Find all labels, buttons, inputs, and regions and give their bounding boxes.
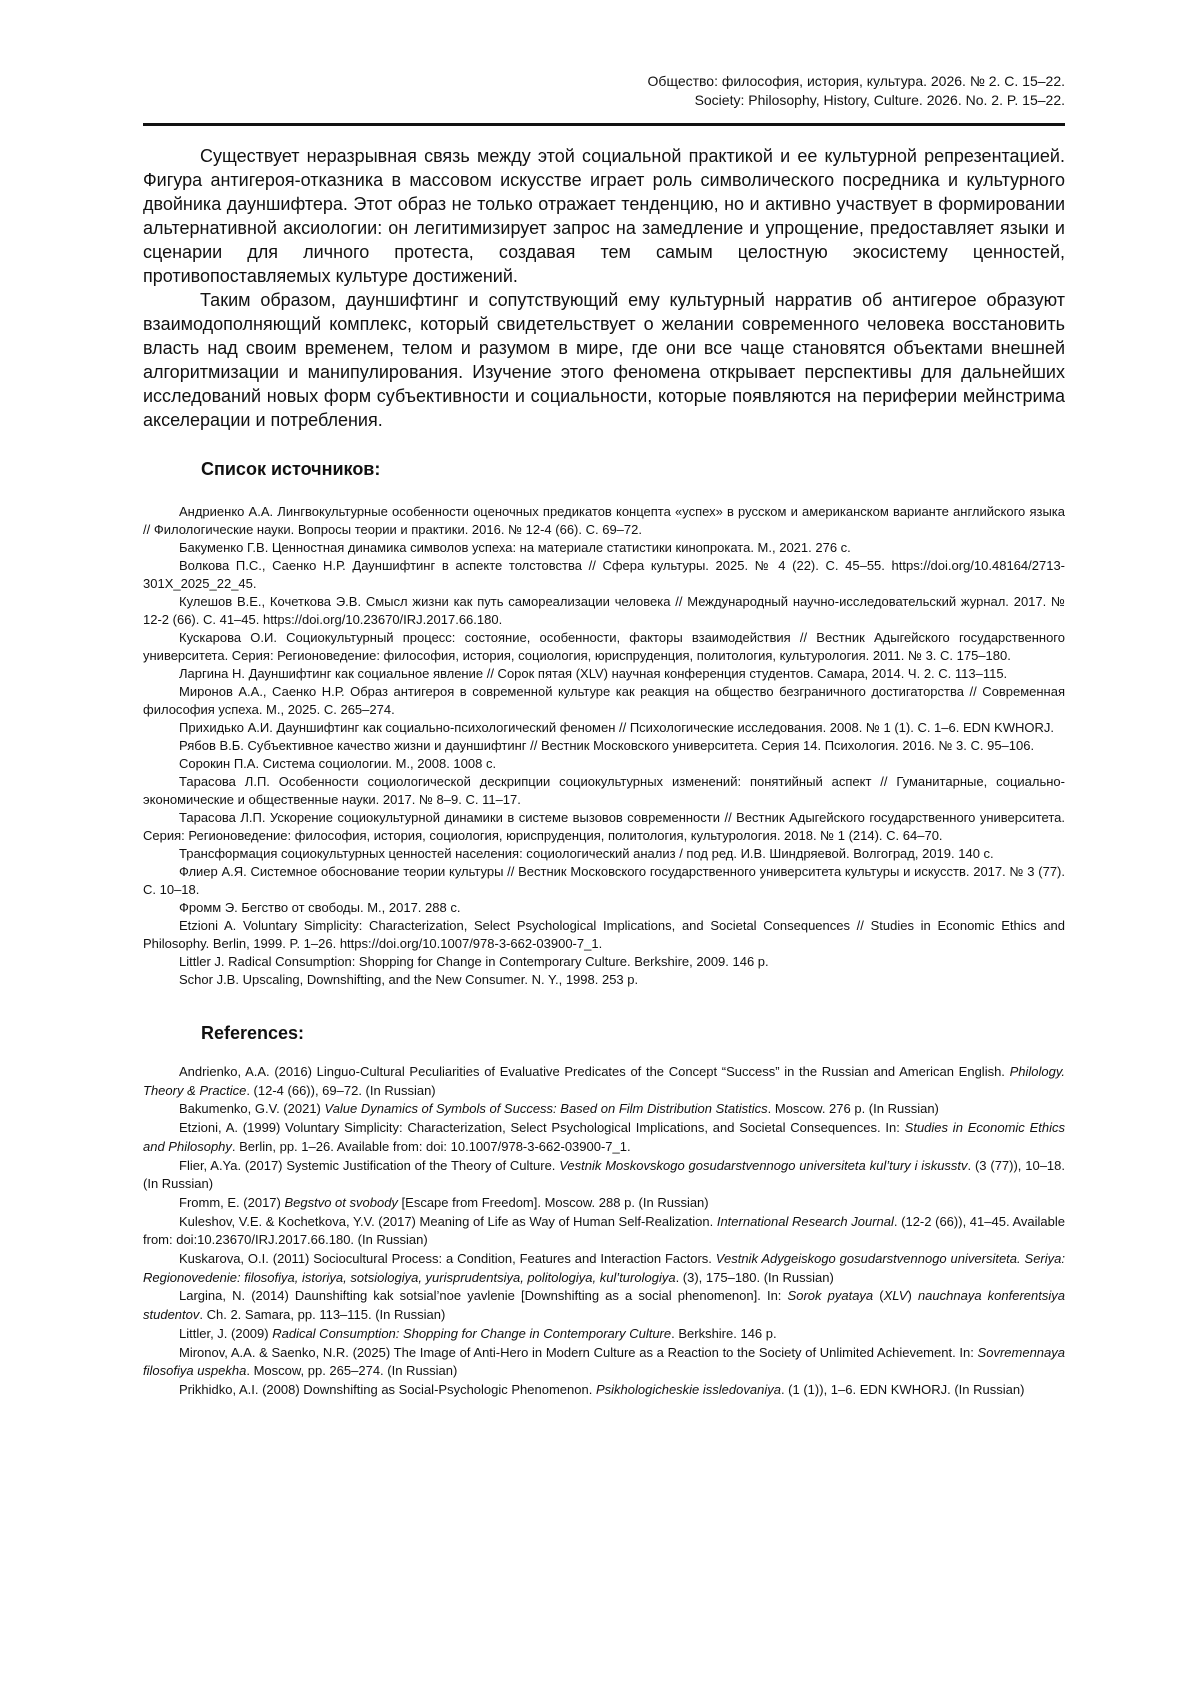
running-header <box>143 72 1065 110</box>
running-header-en: Society: Philosophy, History, Culture. 2026. No. 2. P. 15–22. <box>694 92 1065 108</box>
reference-text: Andrienko, A.A. (2016) Linguo-Cultural Peculiarities of Evaluative Predicates of the Concept “Success” in the Russian and American English. <box>179 1064 1010 1079</box>
source-item: Флиер А.Я. Системное обоснование теории культуры // Вестник Московского государственного университета культуры и искусств. 2017. № 3 (77). С. 10–18. <box>143 864 1065 897</box>
article-content <box>143 144 1065 1400</box>
reference-text: Kuleshov, V.E. & Kochetkova, Y.V. (2017) Meaning of Life as Way of Human Self-Realization. <box>179 1213 717 1229</box>
reference-text: ( <box>873 1288 884 1304</box>
reference-title-italic: Value Dynamics of Symbols of Success: Based on Film Distribution Statistics <box>324 1101 768 1117</box>
reference-text: Mironov, A.A. & Saenko, N.R. (2025) The Image of Anti-Hero in Modern Culture as a Reaction to the Society of Unlimited Achievement. In: <box>179 1344 978 1360</box>
reference-item <box>143 1325 1065 1344</box>
reference-text: Kuskarova, O.I. (2011) Sociocultural Process: a Condition, Features and Interaction Factors. <box>179 1251 716 1267</box>
reference-item <box>143 1287 1065 1324</box>
reference-text: Largina, N. (2014) Daunshifting kak sotsial’noe yavlenie [Downshifting as a social phenomenon]. In: <box>179 1288 788 1304</box>
source-item: Миронов А.А., Саенко Н.Р. Образ антигероя в современной культуре как реакция на общество безграничного достигаторства // Современная философия успеха. М., 2025. С. 265–274. <box>143 684 1065 717</box>
reference-item <box>143 1213 1065 1250</box>
source-item: Бакуменко Г.В. Ценностная динамика символов успеха: на материале статистики кинопроката. М., 2021. 276 с. <box>179 540 851 555</box>
reference-item <box>143 1381 1065 1400</box>
reference-text: . (3 (77)), 10–18. (In Russian) <box>143 1157 1066 1192</box>
source-item: Андриенко А.А. Лингвокультурные особенности оценочных предикатов концепта «успех» в русском и американском варианте английского языка // Филологические науки. Вопросы теории и практики. 2016. № 12-4 (66). С. 69–72. <box>143 504 1065 537</box>
reference-text: . (12-2 (66)), 41–45. Available from: doi:10.23670/IRJ.2017.66.180. (In Russian) <box>143 1213 1065 1248</box>
body-paragraph: Существует неразрывная связь между этой социальной практикой и ее культурной репрезентацией. Фигура антигероя-отказника в массовом искусстве играет роль символического посредника и культурного двойника дауншифтера. Этот образ не только отражает тенденцию, но и активно участвует в формировании альтернативной аксиологии: он легитимизирует запрос на замедление и упрощение, предоставляет языки и сценарии для личного протеста, создавая тем самым целостную экосистему ценностей, противопоставляемых культуре достижений. <box>143 146 1065 286</box>
reference-text: [Escape from Freedom]. Moscow. 288 p. (In Russian) <box>397 1194 709 1210</box>
reference-title-italic: Sorok pyataya <box>787 1288 874 1304</box>
body-paragraph: Таким образом, дауншифтинг и сопутствующий ему культурный нарратив об антигерое образуют взаимодополняющий комплекс, который свидетельствует о желании современного человека восстановить власть над своим временем, телом и разумом в мире, где они все чаще становятся объектами внешней алгоритмизации и манипулирования. Изучение этого феномена открывает перспективы для дальнейших исследований новых форм субъективности и социальности, которые появляются на периферии мейнстрима акселерации и потребления. <box>143 290 1065 430</box>
reference-title-italic: Studies in Economic Ethics and Philosophy <box>143 1120 1065 1154</box>
reference-text: . (3), 175–180. (In Russian) <box>675 1269 834 1285</box>
references-list <box>143 1063 1065 1400</box>
reference-item <box>143 1100 1065 1119</box>
body-text <box>143 144 1065 432</box>
reference-title-italic: Philology. Theory & Practice <box>143 1064 1065 1098</box>
reference-item <box>143 1157 1065 1194</box>
running-header-ru: Общество: философия, история, культура. 2026. № 2. С. 15–22. <box>647 73 1065 89</box>
reference-title-italic: Begstvo ot svobody <box>284 1194 398 1210</box>
reference-item <box>143 1250 1065 1287</box>
reference-text: ) <box>907 1288 918 1304</box>
reference-text: . Ch. 2. Samara, pp. 113–115. (In Russian) <box>199 1307 446 1323</box>
reference-title-italic: Vestnik Adygeiskogo gosudarstvennogo universiteta. Seriya: Regionovedenie: filosofiya, istoriya, sotsiologiya, yurisprudentsiya, politologiya, kul’turologiya <box>143 1251 1065 1285</box>
source-item: Волкова П.С., Саенко Н.Р. Дауншифтинг в аспекте толстовства // Сфера культуры. 2025. № 4 (22). С. 45–55. https://doi.org/10.48164/2713-301X_2025_22_45. <box>143 558 1065 591</box>
source-item: Schor J.B. Upscaling, Downshifting, and the New Consumer. N. Y., 1998. 253 p. <box>179 972 639 987</box>
reference-text: Fromm, E. (2017) <box>179 1194 285 1210</box>
sources-heading: Список источников: <box>201 459 381 479</box>
header-rule <box>143 123 1065 126</box>
source-item: Сорокин П.А. Система социологии. М., 2008. 1008 с. <box>179 756 497 771</box>
references-heading: References: <box>201 1023 305 1043</box>
reference-item <box>143 1119 1065 1156</box>
reference-text: Flier, A.Ya. (2017) Systemic Justification of the Theory of Culture. <box>179 1157 560 1173</box>
reference-title-italic: XLV <box>883 1288 908 1304</box>
reference-text: . Moscow. 276 p. (In Russian) <box>767 1101 939 1117</box>
reference-title-italic: nauchnaya konferentsiya studentov <box>143 1288 1065 1323</box>
source-item: Фромм Э. Бегство от свободы. М., 2017. 288 с. <box>179 900 461 915</box>
reference-item <box>143 1194 1065 1213</box>
reference-text: . Berlin, pp. 1–26. Available from: doi: 10.1007/978-3-662-03900-7_1. <box>231 1138 631 1154</box>
reference-text: Littler, J. (2009) <box>179 1325 273 1341</box>
reference-text: . (12-4 (66)), 69–72. (In Russian) <box>246 1082 436 1098</box>
reference-text: Bakumenko, G.V. (2021) <box>179 1101 325 1117</box>
source-item: Тарасова Л.П. Ускорение социокультурной динамики в системе вызовов современности // Вестник Адыгейского государственного университета. Серия: Регионоведение: философия, история, социология, юриспруденция, политология, культурология. 2018. № 1 (214). С. 64–70. <box>143 810 1065 843</box>
reference-item <box>143 1063 1065 1100</box>
reference-title-italic: International Research Journal <box>716 1213 894 1229</box>
sources-list <box>143 503 1065 989</box>
reference-text: . Moscow, pp. 265–274. (In Russian) <box>246 1363 458 1379</box>
reference-text: Prikhidko, A.I. (2008) Downshifting as Social-Psychologic Phenomenon. <box>179 1381 596 1397</box>
source-item: Тарасова Л.П. Особенности социологической дескрипции социокультурных изменений: понятийный аспект // Гуманитарные, социально-экономические и общественные науки. 2017. № 8–9. С. 11–17. <box>143 774 1065 807</box>
source-item: Etzioni A. Voluntary Simplicity: Characterization, Select Psychological Implications, and Societal Consequences // Studies in Economic Ethics and Philosophy. Berlin, 1999. P. 1–26. https://doi.org/10.1007/978-3-662-03900-7_1. <box>143 918 1065 951</box>
source-item: Прихидько А.И. Дауншифтинг как социально-психологический феномен // Психологические исследования. 2008. № 1 (1). С. 1–6. EDN KWHORJ. <box>179 720 1054 735</box>
reference-text: . (1 (1)), 1–6. EDN KWHORJ. (In Russian) <box>780 1381 1025 1397</box>
source-item: Кулешов В.Е., Кочеткова Э.В. Смысл жизни как путь самореализации человека // Международный научно-исследовательский журнал. 2017. № 12-2 (66). С. 41–45. https://doi.org/10.23670/IRJ.2017.66.180. <box>143 594 1065 627</box>
reference-text: . Berkshire. 146 p. <box>671 1325 777 1341</box>
reference-title-italic: Psikhologicheskie issledovaniya <box>595 1381 781 1397</box>
reference-text: Etzioni, A. (1999) Voluntary Simplicity: Characterization, Select Psychological Implications, and Societal Consequences. In: <box>179 1120 905 1136</box>
reference-title-italic: Sovremennaya filosofiya uspekha <box>143 1344 1065 1379</box>
reference-title-italic: Vestnik Moskovskogo gosudarstvennogo universiteta kul’tury i iskusstv <box>559 1157 968 1173</box>
source-item: Кускарова О.И. Социокультурный процесс: состояние, особенности, факторы взаимодействия // Вестник Адыгейского государственного университета. Серия: Регионоведение: философия, история, социология, юриспруденция, политология, культурология. 2011. № 3. С. 175–180. <box>143 630 1065 663</box>
source-item: Ларгина Н. Дауншифтинг как социальное явление // Сорок пятая (XLV) научная конференция студентов. Самара, 2014. Ч. 2. С. 113–115. <box>179 666 1008 681</box>
reference-title-italic: Radical Consumption: Shopping for Change in Contemporary Culture <box>272 1325 672 1341</box>
source-item: Трансформация социокультурных ценностей населения: социологический анализ / под ред. И.В. Шиндряевой. Волгоград, 2019. 140 с. <box>179 846 994 861</box>
source-item: Рябов В.Б. Субъективное качество жизни и дауншифтинг // Вестник Московского университета. Серия 14. Психология. 2016. № 3. С. 95–106. <box>179 738 1035 753</box>
reference-item <box>143 1344 1065 1381</box>
source-item: Littler J. Radical Consumption: Shopping for Change in Contemporary Culture. Berkshire, 2009. 146 p. <box>179 954 769 969</box>
